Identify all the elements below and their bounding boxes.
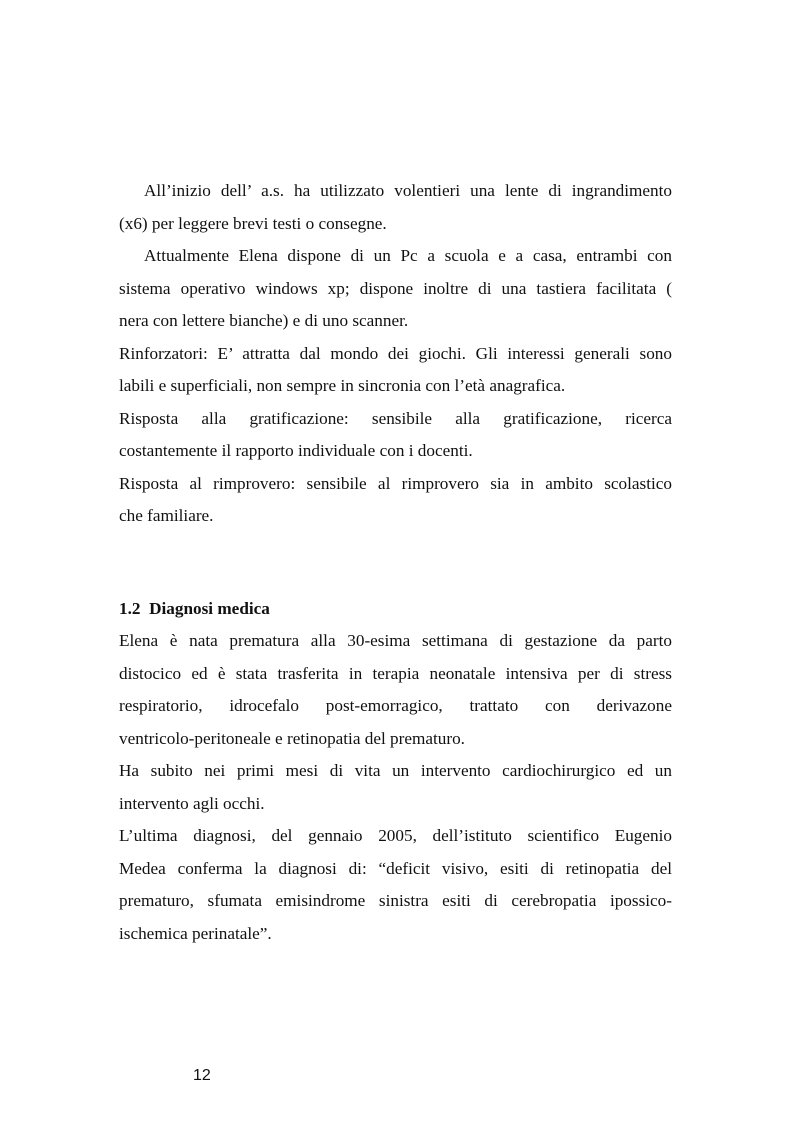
paragraph-nascita xyxy=(119,625,672,755)
text-line: L’ultima diagnosi, del gennaio 2005, dell’istituto scientifico Eugenio xyxy=(119,826,672,845)
page-number: 12 xyxy=(193,1067,211,1084)
text-line: labili e superficiali, non sempre in sincronia con l’età anagrafica. xyxy=(119,376,566,395)
section-title: Diagnosi medica xyxy=(149,598,270,618)
section-number: 1.2 xyxy=(119,598,141,618)
text-line: intervento agli occhi. xyxy=(119,793,265,813)
text-line: Medea conferma la diagnosi di: “deficit visivo, esiti di retinopatia del xyxy=(119,858,672,878)
text-line: Risposta al rimprovero: sensibile al rimprovero sia in ambito scolastico xyxy=(119,473,672,493)
text-line: distocico ed è stata trasferita in terapia neonatale intensiva per di stress xyxy=(119,663,672,683)
section-heading xyxy=(119,593,672,626)
paragraph-pc xyxy=(119,240,672,338)
text-line: prematuro, sfumata emisindrome sinistra esiti di cerebropatia ipossico- xyxy=(119,891,672,910)
paragraph-diagnosi xyxy=(119,820,672,950)
text-line: che familiare. xyxy=(119,506,214,525)
text-line: ischemica perinatale”. xyxy=(119,923,272,943)
paragraph-rimprovero xyxy=(119,468,672,533)
text-line: Rinforzatori: E’ attratta dal mondo dei giochi. Gli interessi generali sono xyxy=(119,343,672,363)
text-line: costantemente il rapporto individuale con i docenti. xyxy=(119,441,473,460)
text-line: sistema operativo windows xp; dispone inoltre di una tastiera facilitata ( xyxy=(119,278,672,298)
text-line: Risposta alla gratificazione: sensibile alla gratificazione, ricerca xyxy=(119,408,672,428)
paragraph-rinforzatori xyxy=(119,338,672,403)
text-line: All’inizio dell’ a.s. ha utilizzato volentieri una lente di ingrandimento xyxy=(144,181,672,200)
paragraph-interventi xyxy=(119,755,672,820)
text-line: Elena è nata prematura alla 30-esima settimana di gestazione da parto xyxy=(119,631,672,650)
paragraph-lente xyxy=(119,175,672,240)
section-spacer xyxy=(119,533,672,593)
text-line: respiratorio, idrocefalo post-emorragico, trattato con derivazone xyxy=(119,696,672,715)
text-line: nera con lettere bianche) e di uno scanner. xyxy=(119,311,409,330)
text-line: (x6) per leggere brevi testi o consegne. xyxy=(119,213,387,233)
text-line: ventricolo-peritoneale e retinopatia del prematuro. xyxy=(119,728,465,748)
text-line: Attualmente Elena dispone di un Pc a scuola e a casa, entrambi con xyxy=(144,246,672,265)
document-page xyxy=(119,175,672,950)
paragraph-gratificazione xyxy=(119,403,672,468)
text-line: Ha subito nei primi mesi di vita un intervento cardiochirurgico ed un xyxy=(119,761,672,780)
